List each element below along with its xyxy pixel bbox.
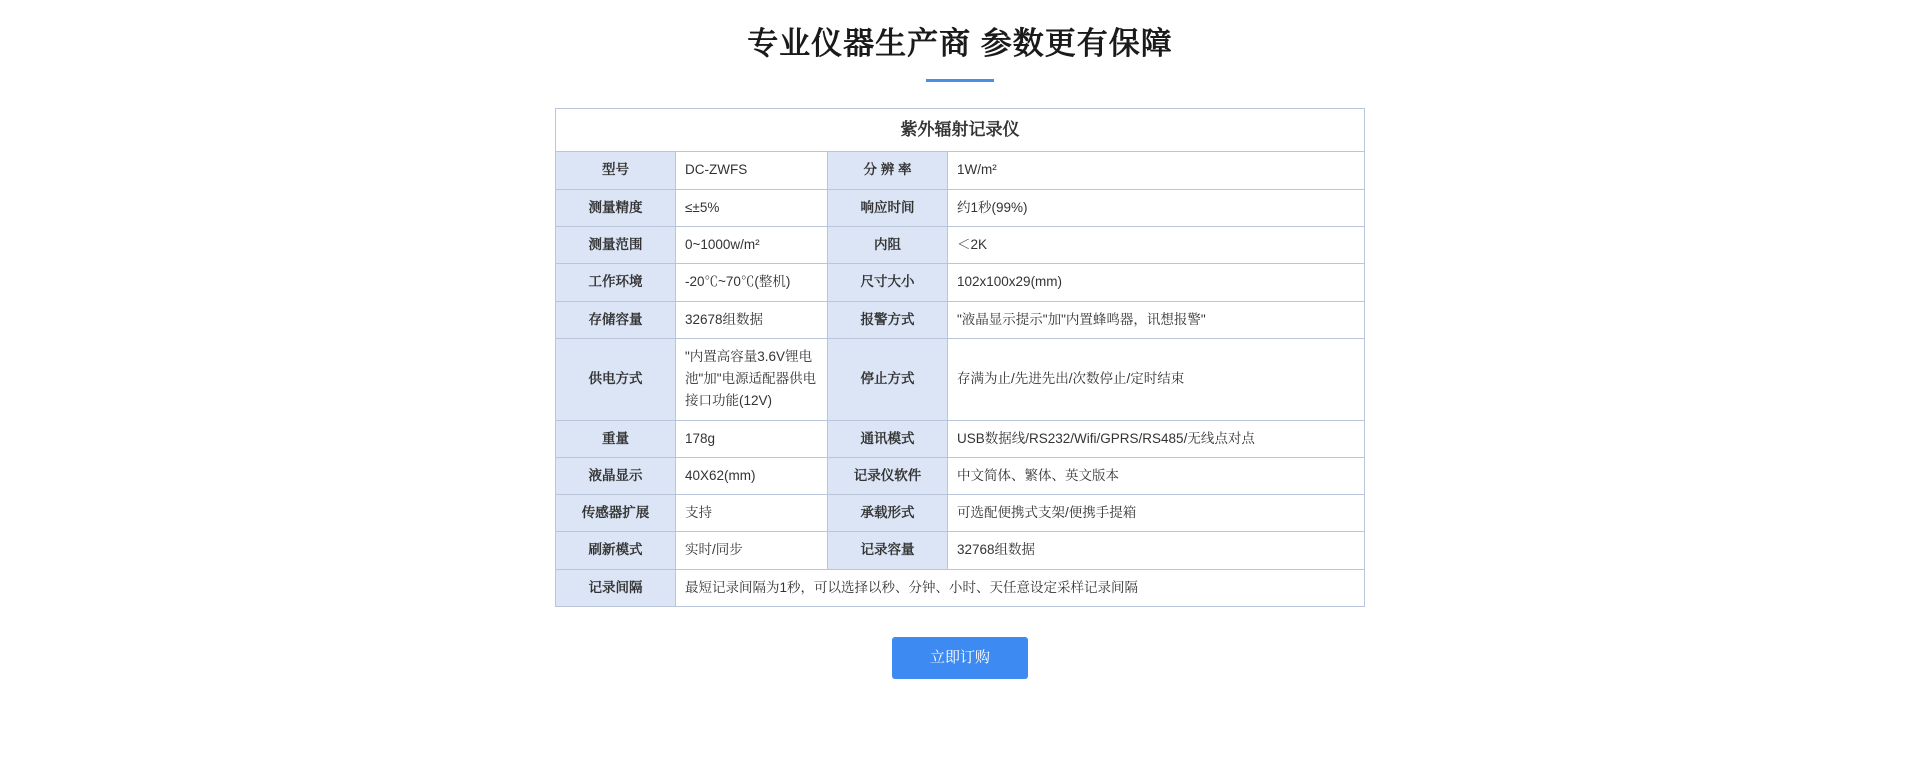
row-value-power-supply: "内置高容量3.6V锂电池"加"电源适配器供电接口功能(12V) (676, 338, 828, 420)
spec-table-body (556, 109, 1365, 607)
row-value-response-time: 约1秒(99%) (948, 189, 1365, 226)
row-label-recorder-software: 记录仪软件 (828, 457, 948, 494)
table-row (556, 152, 1365, 189)
row-label-record-interval: 记录间隔 (556, 569, 676, 606)
table-row (556, 420, 1365, 457)
row-label-weight: 重量 (556, 420, 676, 457)
row-label-internal-resistance: 内阻 (828, 226, 948, 263)
row-value-resolution: 1W/m² (948, 152, 1365, 189)
table-row (556, 189, 1365, 226)
table-row (556, 301, 1365, 338)
row-label-range: 测量范围 (556, 226, 676, 263)
table-row (556, 457, 1365, 494)
row-value-model: DC-ZWFS (676, 152, 828, 189)
table-row-title (556, 109, 1365, 152)
row-value-recorder-software: 中文简体、繁体、英文版本 (948, 457, 1365, 494)
row-label-stop-mode: 停止方式 (828, 338, 948, 420)
row-label-accuracy: 测量精度 (556, 189, 676, 226)
row-label-resolution: 分 辨 率 (828, 152, 948, 189)
order-now-button[interactable]: 立即订购 (892, 637, 1028, 679)
row-label-power-supply: 供电方式 (556, 338, 676, 420)
row-value-carrying-form: 可选配便携式支架/便携手提箱 (948, 495, 1365, 532)
row-value-record-capacity: 32768组数据 (948, 532, 1365, 569)
table-row (556, 338, 1365, 420)
table-row (556, 226, 1365, 263)
row-value-stop-mode: 存满为止/先进先出/次数停止/定时结束 (948, 338, 1365, 420)
row-value-internal-resistance: ＜2K (948, 226, 1365, 263)
row-label-refresh-mode: 刷新模式 (556, 532, 676, 569)
row-value-alarm-mode: "液晶显示提示"加"内置蜂鸣器，讯想报警" (948, 301, 1365, 338)
row-value-range: 0~1000w/m² (676, 226, 828, 263)
table-row (556, 532, 1365, 569)
row-label-working-environment: 工作环境 (556, 264, 676, 301)
row-label-lcd-display: 液晶显示 (556, 457, 676, 494)
row-label-response-time: 响应时间 (828, 189, 948, 226)
row-value-lcd-display: 40X62(mm) (676, 457, 828, 494)
row-value-weight: 178g (676, 420, 828, 457)
row-label-model: 型号 (556, 152, 676, 189)
spec-table-container (555, 108, 1365, 607)
table-row (556, 569, 1365, 606)
page-heading-section (0, 0, 1920, 82)
row-label-dimensions: 尺寸大小 (828, 264, 948, 301)
row-label-carrying-form: 承载形式 (828, 495, 948, 532)
table-row (556, 495, 1365, 532)
row-value-communication-mode: USB数据线/RS232/Wifi/GPRS/RS485/无线点对点 (948, 420, 1365, 457)
row-value-sensor-expansion: 支持 (676, 495, 828, 532)
specifications-table (555, 108, 1365, 607)
heading-underline-divider (926, 79, 994, 82)
page-title: 专业仪器生产商 参数更有保障 (747, 26, 1173, 61)
order-button-container (0, 637, 1920, 679)
row-value-refresh-mode: 实时/同步 (676, 532, 828, 569)
row-value-working-environment: -20℃~70℃(整机) (676, 264, 828, 301)
row-label-communication-mode: 通讯模式 (828, 420, 948, 457)
row-label-sensor-expansion: 传感器扩展 (556, 495, 676, 532)
row-label-record-capacity: 记录容量 (828, 532, 948, 569)
row-value-record-interval: 最短记录间隔为1秒，可以选择以秒、分钟、小时、天任意设定采样记录间隔 (676, 569, 1365, 606)
row-value-dimensions: 102x100x29(mm) (948, 264, 1365, 301)
row-value-accuracy: ≤±5% (676, 189, 828, 226)
row-value-storage-capacity: 32678组数据 (676, 301, 828, 338)
table-row (556, 264, 1365, 301)
row-label-alarm-mode: 报警方式 (828, 301, 948, 338)
row-label-storage-capacity: 存储容量 (556, 301, 676, 338)
product-name-title: 紫外辐射记录仪 (556, 109, 1365, 152)
